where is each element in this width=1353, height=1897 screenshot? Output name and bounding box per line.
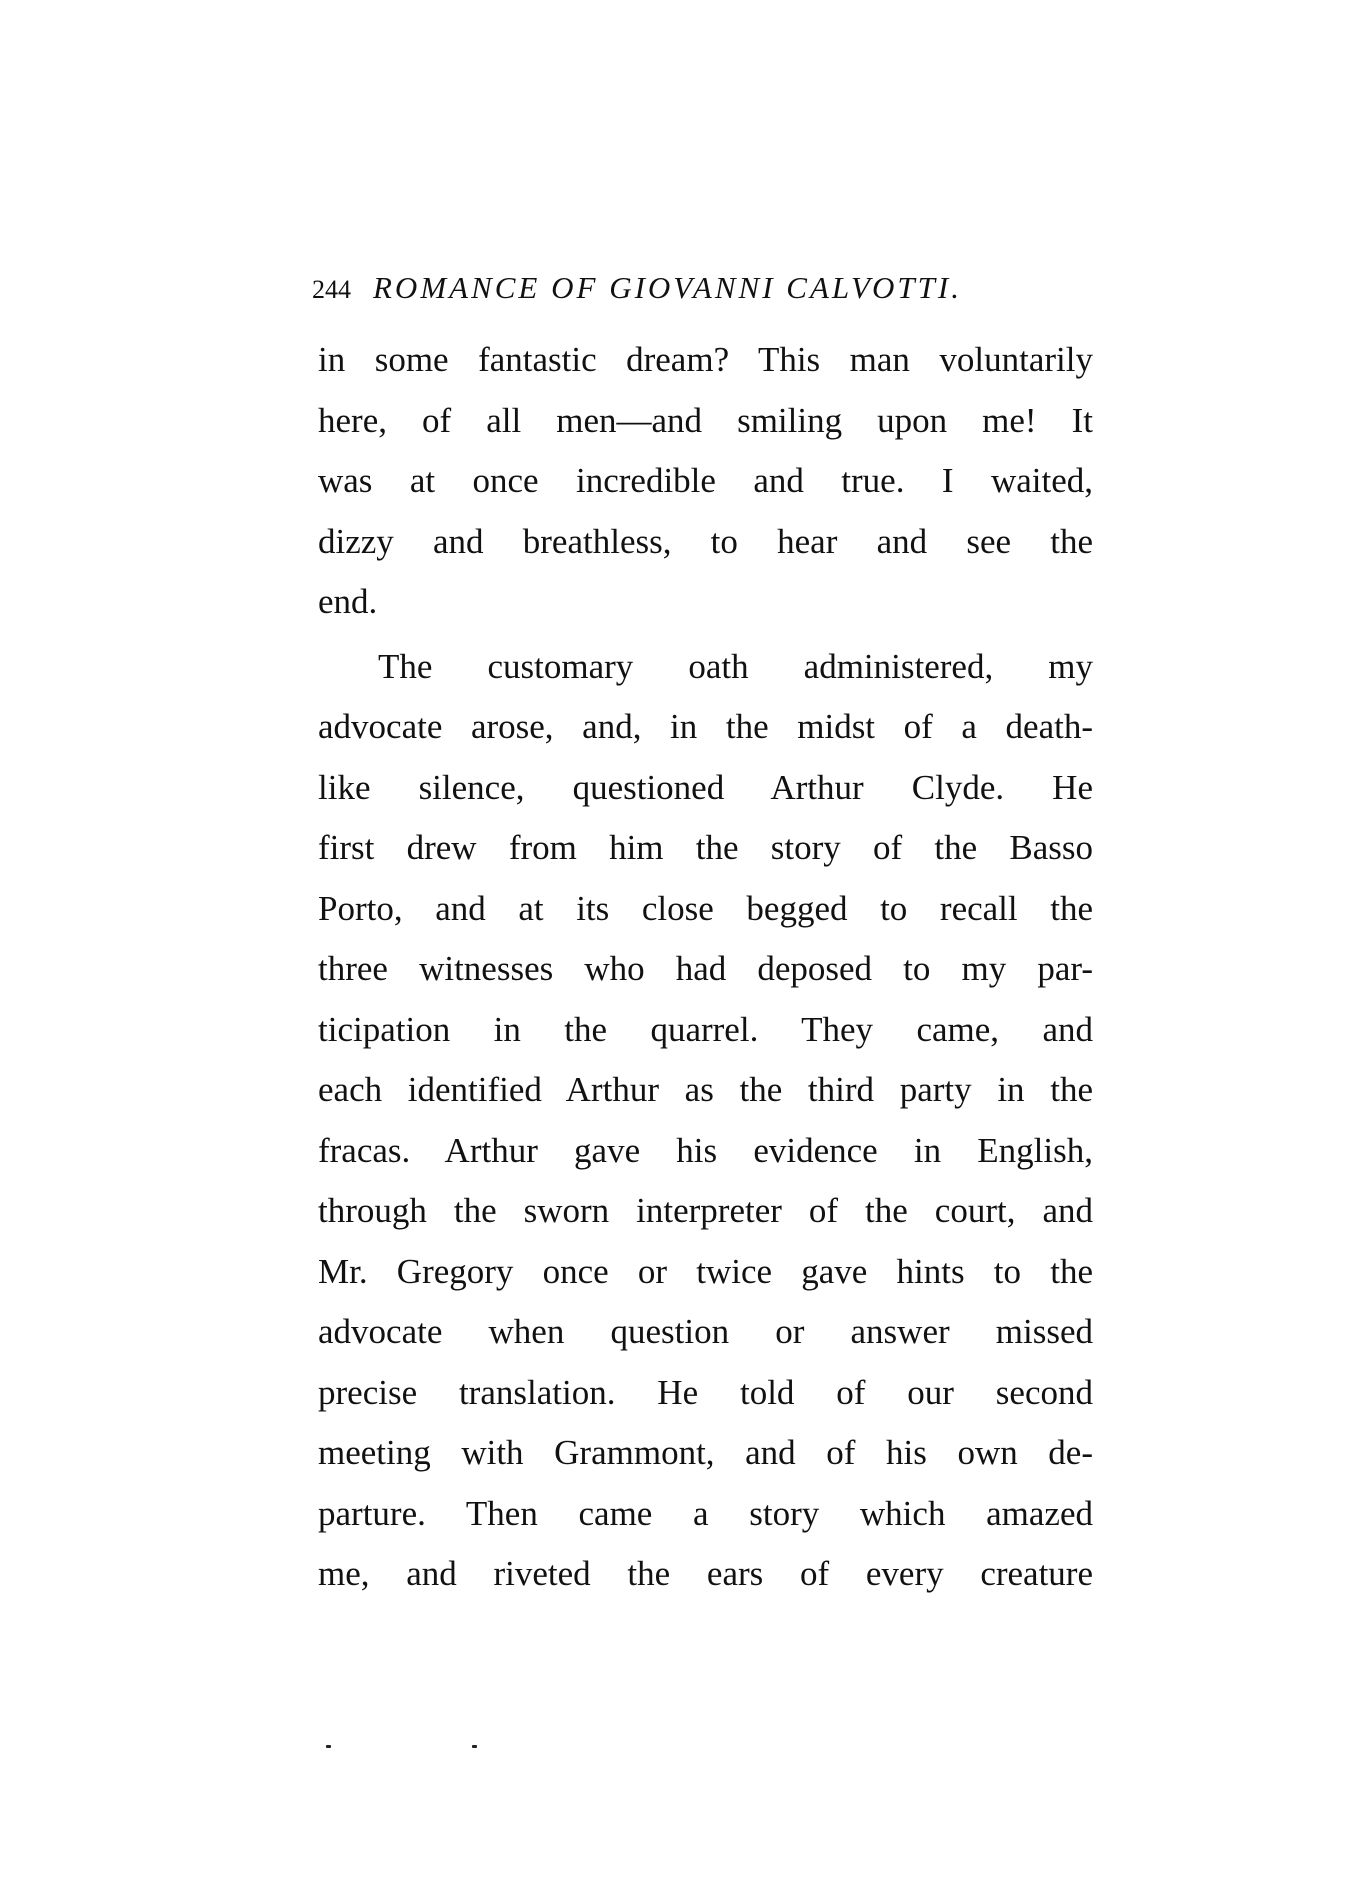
text-line: through the sworn interpreter of the court, and	[318, 1191, 1093, 1230]
text-line: three witnesses who had deposed to my par-	[318, 949, 1093, 988]
text-line: advocate arose, and, in the midst of a death-	[318, 707, 1093, 746]
text-line: end.	[318, 582, 378, 621]
text-line: first drew from him the story of the Basso	[318, 828, 1093, 867]
text-line: fracas. Arthur gave his evidence in English,	[318, 1130, 1093, 1170]
text-line: The customary oath administered, my	[378, 646, 1093, 686]
body-text	[318, 330, 1093, 1605]
running-title: ROMANCE OF GIOVANNI CALVOTTI.	[373, 270, 962, 305]
text-line: advocate when question or answer missed	[318, 1312, 1093, 1351]
page-number: 244	[312, 275, 351, 304]
text-line: dizzy and breathless, to hear and see the	[318, 521, 1093, 561]
text-line: like silence, questioned Arthur Clyde. He	[318, 767, 1093, 807]
text-line: was at once incredible and true. I waited,	[318, 461, 1093, 500]
text-line: each identified Arthur as the third party in the	[318, 1070, 1093, 1109]
text-line: Porto, and at its close begged to recall the	[318, 888, 1093, 928]
text-line: in some fantastic dream? This man voluntarily	[318, 340, 1093, 379]
text-line: precise translation. He told of our second	[318, 1372, 1093, 1412]
text-line: Mr. Gregory once or twice gave hints to the	[318, 1251, 1093, 1291]
text-line: meeting with Grammont, and of his own de-	[318, 1433, 1093, 1472]
text-line: parture. Then came a story which amazed	[318, 1493, 1093, 1533]
text-line: ticipation in the quarrel. They came, and	[318, 1009, 1093, 1049]
print-speck	[472, 1745, 477, 1748]
text-line: me, and riveted the ears of every creature	[318, 1554, 1093, 1593]
running-head	[312, 270, 1092, 314]
paragraph-2	[318, 637, 1093, 1605]
print-speck	[326, 1745, 331, 1748]
paragraph-1	[318, 330, 1093, 633]
text-line: here, of all men—and smiling upon me! It	[318, 400, 1093, 440]
